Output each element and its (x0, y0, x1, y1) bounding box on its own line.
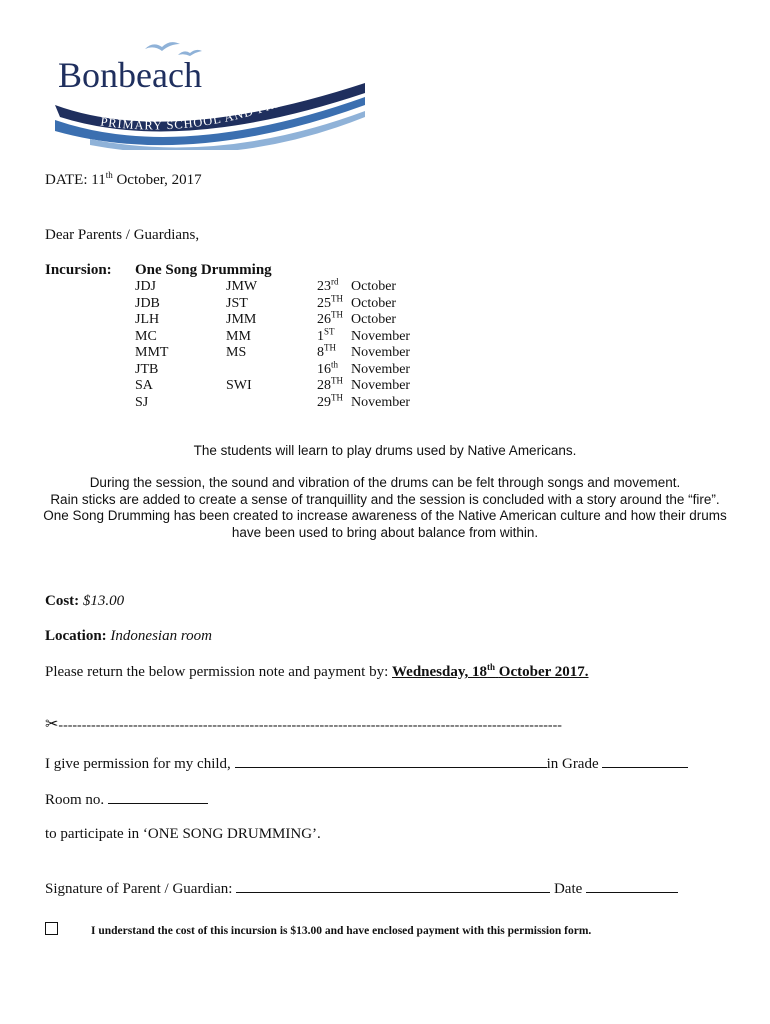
class-code: JMM (226, 312, 257, 327)
class-code: SWI (226, 378, 252, 393)
signature-field[interactable] (236, 878, 550, 893)
return-deadline: Wednesday, 18th October 2017. (392, 662, 589, 680)
session-date: 29TH November (317, 391, 411, 410)
participate-line: to participate in ‘ONE SONG DRUMMING’. (45, 826, 321, 842)
session-date: 8TH November (317, 342, 411, 360)
cost-value: $13.00 (82, 593, 125, 609)
signature-line: Signature of Parent / Guardian: Date (45, 878, 678, 898)
session-dates (317, 276, 411, 411)
class-code: SA (135, 378, 153, 393)
class-code: SJ (135, 394, 149, 410)
class-list-1 (135, 279, 168, 411)
class-code (226, 395, 257, 412)
location-value: Indonesian room (110, 628, 212, 644)
session-date: 26TH October (317, 309, 397, 327)
session-date: 16th November (317, 358, 411, 377)
session-date: 28TH November (317, 375, 411, 393)
date-field[interactable] (586, 878, 678, 893)
location-line: Location: Indonesian room (45, 628, 212, 644)
description-line: Rain sticks are added to create a sense of tranquillity and the session is concluded with a story around the “fire”. (50, 491, 720, 507)
greeting: Dear Parents / Guardians, (45, 227, 200, 243)
class-code: JMW (226, 279, 258, 294)
description-line: One Song Drumming has been created to increase awareness of the Native American culture and how their drums have been used to bring about balance from within. (43, 508, 727, 540)
school-logo (50, 35, 370, 150)
class-code: MM (226, 328, 251, 344)
class-code: JDB (135, 295, 160, 311)
class-code: JDJ (135, 279, 157, 294)
class-list-2 (226, 279, 257, 411)
child-name-field[interactable] (235, 753, 547, 768)
return-deadline-line: Please return the below permission note and payment by: Wednesday, 18th October 2017. (45, 662, 589, 680)
incursion-title: One Song Drumming (135, 262, 272, 278)
session-date: 1ST November (317, 325, 411, 344)
agreement-text: I understand the cost of this incursion is $13.00 and have enclosed payment with this permission form. (91, 925, 592, 937)
grade-field[interactable] (602, 753, 688, 768)
scissors-icon: ✂ (45, 716, 59, 733)
class-code: JLH (135, 312, 160, 327)
permission-line: I give permission for my child, in Grade (45, 753, 688, 773)
dashed-divider: ------------------------------------------------------------------------------------------------------------ (58, 718, 562, 733)
description-line: During the session, the sound and vibration of the drums can be felt through songs and movement. (89, 475, 681, 490)
bird-icon (145, 42, 180, 51)
checkbox-icon[interactable] (45, 922, 58, 935)
logo-name: Bonbeach (58, 55, 202, 95)
description-body (40, 475, 730, 541)
class-code: JTB (135, 361, 159, 377)
session-date: 23rd October (317, 276, 397, 294)
session-date: 25TH October (317, 292, 397, 311)
class-code: JST (226, 295, 248, 311)
incursion-label: Incursion: (45, 262, 112, 278)
room-number-field[interactable] (108, 789, 208, 804)
description-intro: The students will learn to play drums used by Native Americans. (193, 443, 577, 458)
document-date: DATE: 11th October, 2017 (45, 170, 202, 188)
class-code: MC (135, 328, 157, 344)
class-code: MMT (135, 345, 169, 360)
class-code: MS (226, 345, 247, 360)
logo-subtitle: PRIMARY SCHOOL AND PRE-SCHOOL (99, 70, 341, 133)
room-line: Room no. (45, 789, 208, 809)
cost-line: Cost: $13.00 (45, 593, 125, 609)
class-code (226, 362, 257, 379)
cut-line (45, 714, 562, 734)
